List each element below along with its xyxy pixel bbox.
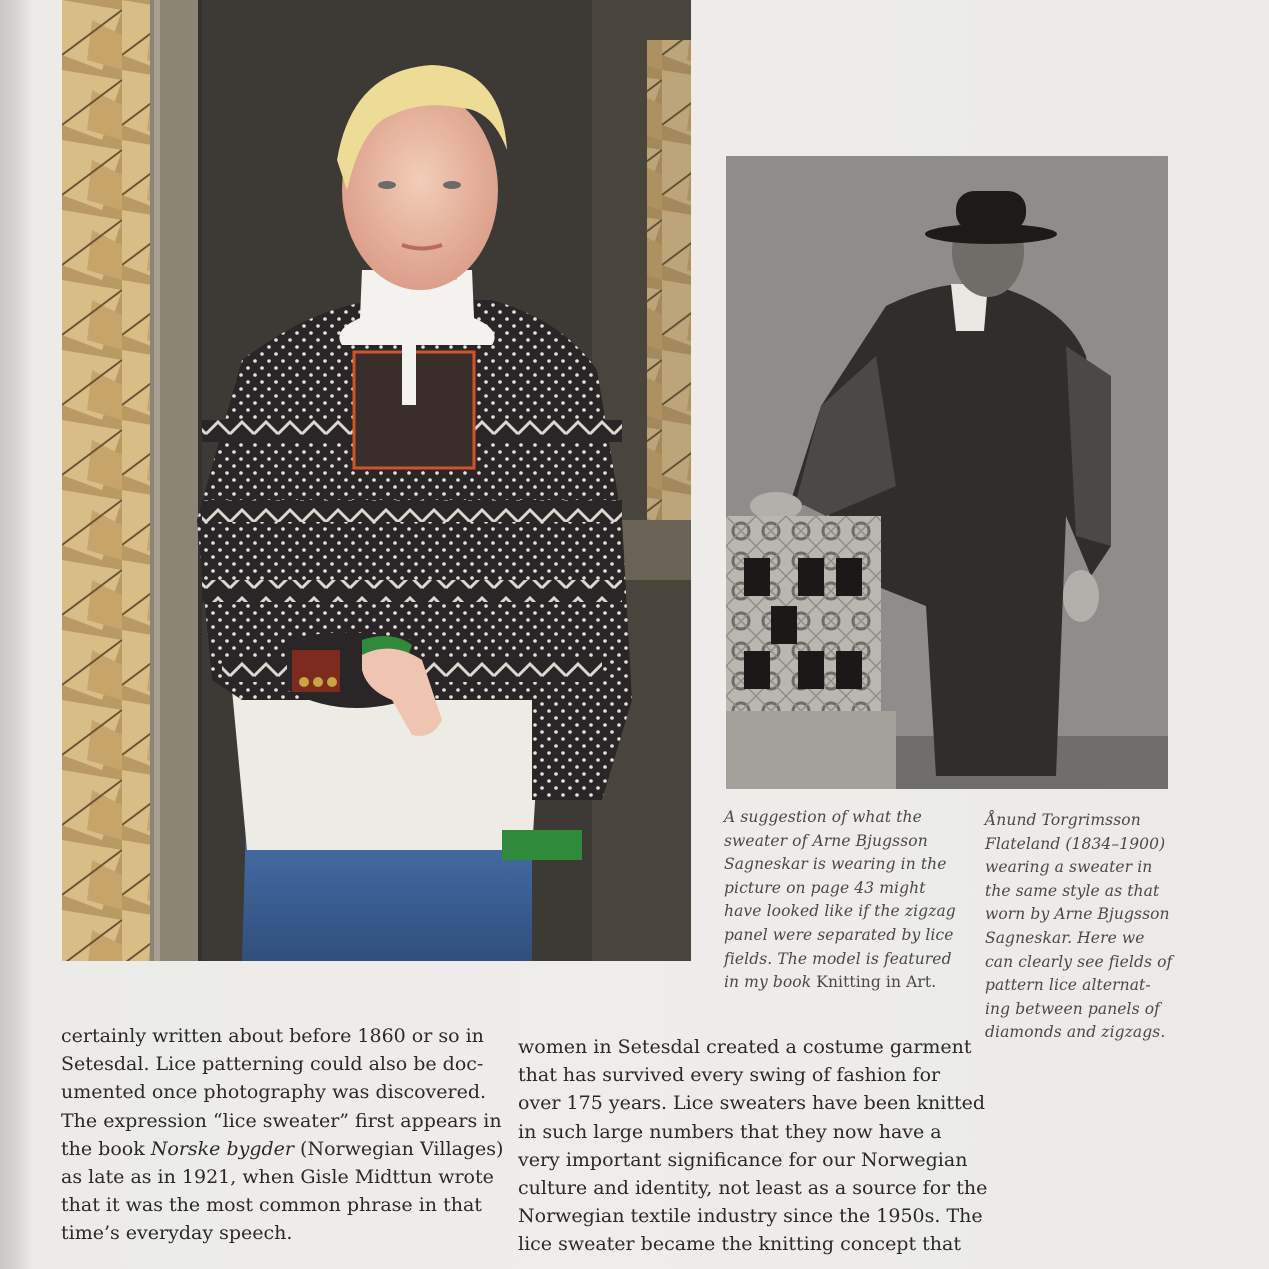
body-line: as late as in 1921, when Gisle Midttun wrote xyxy=(61,1166,494,1189)
caption-line: Sagneskar. Here we xyxy=(985,928,1145,947)
caption-line: sweater of Arne Bjugsson xyxy=(724,831,928,850)
caption-line: picture on page 43 might xyxy=(724,878,926,897)
body-line: Norwegian textile industry since the 1950s. The xyxy=(518,1205,983,1228)
body-line: in such large numbers that they now have a xyxy=(518,1120,942,1143)
body-line: lice sweater became the knitting concept that xyxy=(518,1233,961,1256)
body-line: umented once photography was discovered. xyxy=(61,1081,487,1104)
caption-line: ing between panels of xyxy=(985,999,1160,1018)
caption-line: Ånund Torgrimsson xyxy=(985,811,1141,829)
body-line: certainly written about before 1860 or so in xyxy=(61,1025,484,1047)
caption-line xyxy=(724,971,960,995)
caption-line: the same style as that xyxy=(985,881,1160,900)
caption-line: worn by Arne Bjugsson xyxy=(985,905,1170,924)
body-column-1 xyxy=(61,1022,504,1248)
body-text: the book xyxy=(61,1137,151,1160)
body-line: women in Setesdal created a costume garment xyxy=(518,1036,972,1058)
caption-right xyxy=(985,809,1185,1045)
bw-portrait-photo xyxy=(726,156,1168,789)
caption-line: Sagneskar is wearing in the xyxy=(724,855,947,874)
book-title: Knitting in Art xyxy=(816,973,932,992)
body-line: time’s everyday speech. xyxy=(61,1222,293,1245)
body-line: that it was the most common phrase in that xyxy=(61,1194,482,1217)
body-line: culture and identity, not least as a source for the xyxy=(518,1177,988,1200)
body-line: very important significance for our Norwegian xyxy=(518,1148,968,1171)
caption-line: Flateland (1834–1900) xyxy=(985,834,1166,853)
body-line xyxy=(61,1135,504,1163)
book-translation: (Norwegian Villages) xyxy=(294,1137,504,1160)
caption-line: wearing a sweater in xyxy=(985,858,1153,877)
caption-line: panel were separated by lice xyxy=(724,925,954,944)
caption-left xyxy=(724,806,960,995)
body-line: Setesdal. Lice patterning could also be doc- xyxy=(61,1053,484,1076)
body-line: over 175 years. Lice sweaters have been knitted xyxy=(518,1092,986,1115)
caption-line: diamonds and zigzags. xyxy=(985,1023,1166,1042)
body-column-2 xyxy=(518,1033,988,1259)
body-line: The expression “lice sweater” first appears in xyxy=(61,1109,502,1132)
caption-line: fields. The model is featured xyxy=(724,949,952,968)
book-title: Norske bygder xyxy=(150,1137,294,1160)
color-portrait-photo xyxy=(62,0,691,961)
caption-line: have looked like if the zigzag xyxy=(724,902,956,921)
caption-line: A suggestion of what the xyxy=(724,808,922,826)
caption-text: in my book xyxy=(724,973,817,992)
body-line: that has survived every swing of fashion for xyxy=(518,1064,941,1087)
gutter-shadow xyxy=(0,0,34,1269)
caption-period: . xyxy=(931,973,937,992)
caption-line: pattern lice alternat- xyxy=(985,976,1151,995)
caption-line: can clearly see fields of xyxy=(985,952,1173,971)
